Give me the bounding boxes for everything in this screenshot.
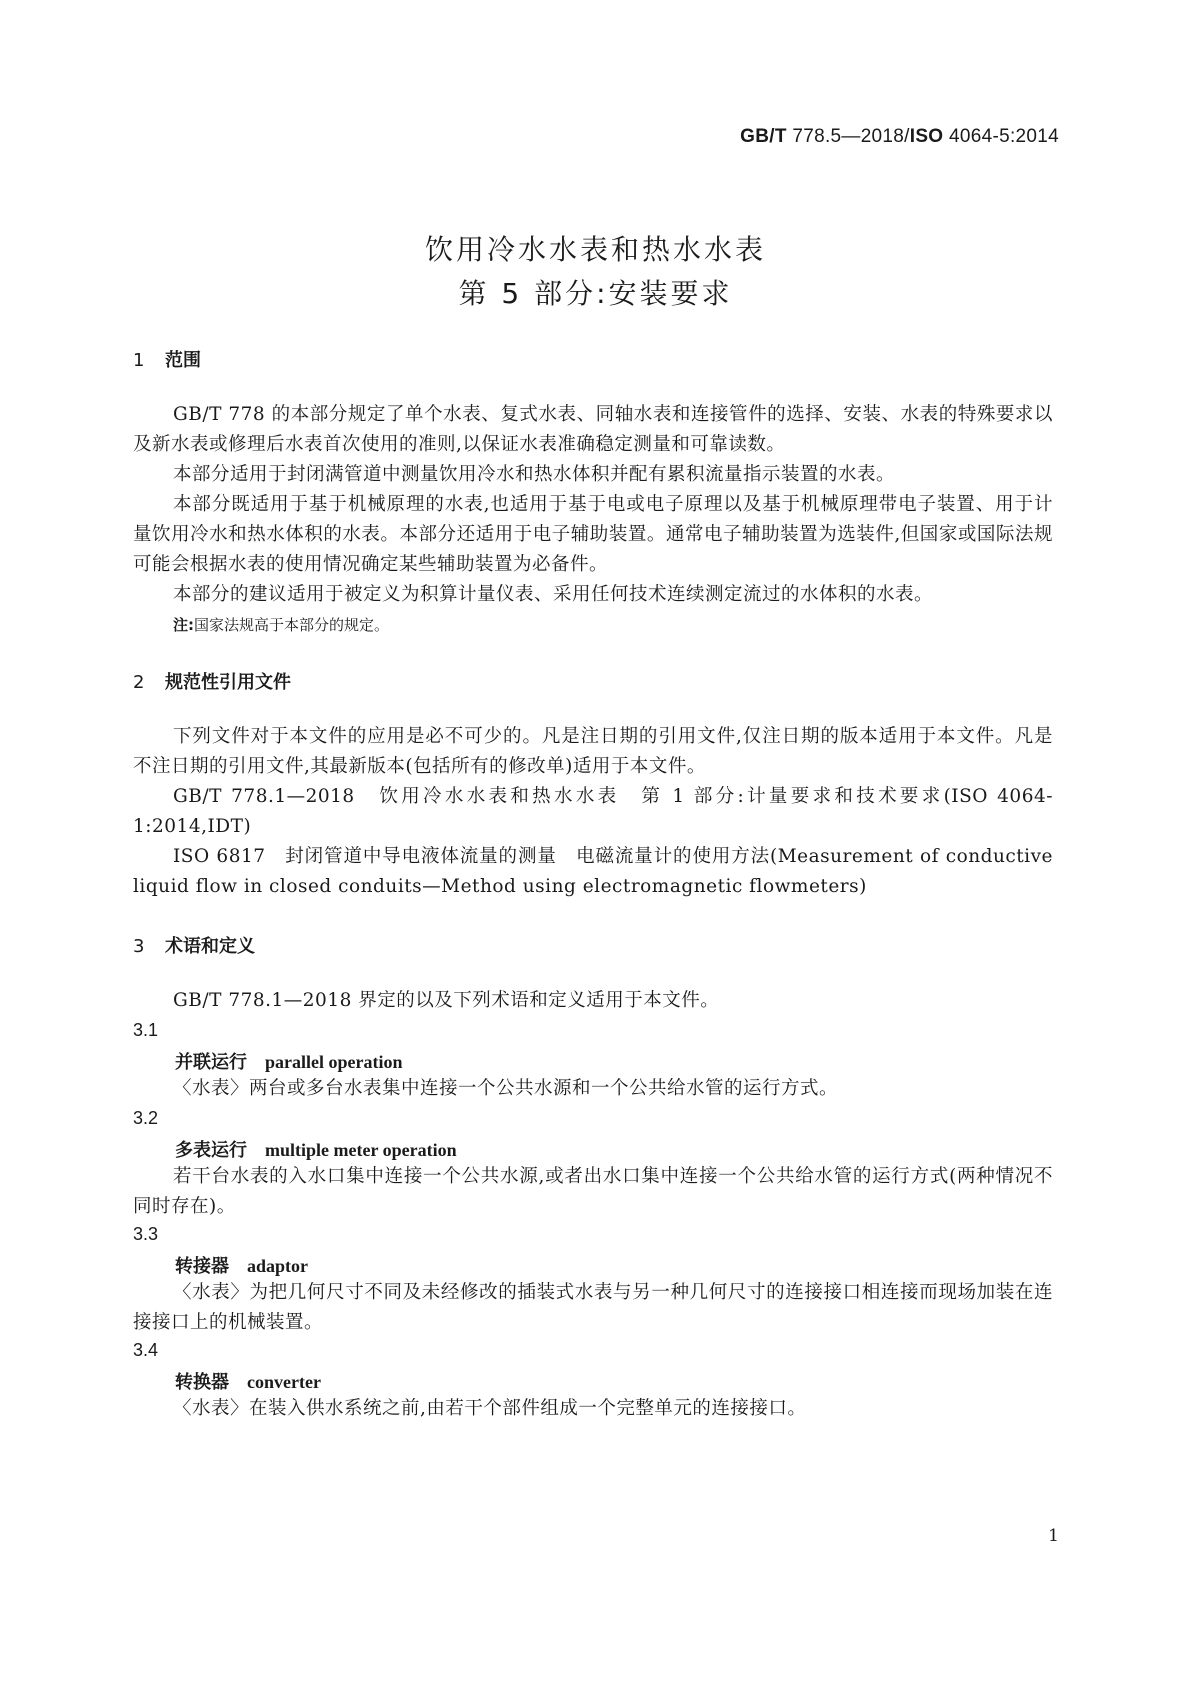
section-2-para-1: 下列文件对于本文件的应用是必不可少的。凡是注日期的引用文件,仅注日期的版本适用于本文件。凡是不注日期的引用文件,其最新版本(包括所有的修改单)适用于本文件。 [133,726,1053,777]
section-3-intro: GB/T 778.1—2018 界定的以及下列术语和定义适用于本文件。 [173,990,720,1011]
term-3-3-number: 3.3 [133,1224,159,1244]
page-number: 1 [1048,1526,1059,1546]
term-3-2: 多表运行 multiple meter operation [175,1140,457,1161]
term-3-1-definition: 〈水表〉两台或多台水表集中连接一个公共水源和一个公共给水管的运行方式。 [173,1078,839,1099]
term-3-1-number: 3.1 [133,1020,159,1040]
term-3-4-definition: 〈水表〉在装入供水系统之前,由若干个部件组成一个完整单元的连接接口。 [173,1398,807,1419]
section-1-para-2: 本部分适用于封闭满管道中测量饮用冷水和热水体积并配有累积流量指示装置的水表。 [173,464,896,485]
section-1-para-3: 本部分既适用于基于机械原理的水表,也适用于基于电或电子原理以及基于机械原理带电子装置、用于计量饮用冷水和热水体积的水表。本部分还适用于电子辅助装置。通常电子辅助装置为选装件,但国家或国际法规可能会根据水表的使用情况确定某些辅助装置为必备件。 [133,494,1053,575]
section-1-para-1: GB/T 778 的本部分规定了单个水表、复式水表、同轴水表和连接管件的选择、安装、水表的特殊要求以及新水表或修理后水表首次使用的准则,以保证水表准确稳定测量和可靠读数。 [133,404,1053,455]
term-3-2-definition: 若干台水表的入水口集中连接一个公共水源,或者出水口集中连接一个公共给水管的运行方式(两种情况不同时存在)。 [133,1166,1053,1217]
section-1-note: 注:国家法规高于本部分的规定。 [173,616,390,634]
term-3-3: 转接器 adaptor [175,1256,309,1277]
term-3-2-number: 3.2 [133,1108,159,1128]
term-3-1: 并联运行 parallel operation [175,1052,403,1073]
section-2-heading: 2 规范性引用文件 [133,672,291,693]
standard-number: GB/T 778.5—2018/ISO 4064-5:2014 [740,126,1059,147]
document-title: 饮用冷水水表和热水水表 [424,233,766,266]
section-1-heading: 1 范围 [133,350,201,371]
document-subtitle: 第 5 部分:安装要求 [458,277,733,310]
section-1-para-4: 本部分的建议适用于被定义为积算计量仪表、采用任何技术连续测定流过的水体积的水表。 [173,584,934,605]
term-3-4: 转换器 converter [175,1372,321,1393]
section-3-heading: 3 术语和定义 [133,936,255,957]
term-3-3-definition: 〈水表〉为把几何尺寸不同及未经修改的插装式水表与另一种几何尺寸的连接接口相连接而现场加装在连接接口上的机械装置。 [133,1282,1053,1333]
section-2-ref-2: ISO 6817 封闭管道中导电液体流量的测量 电磁流量计的使用方法(Measurement of conductive liquid flow in closed conduits—Method using electromagnetic flowmeters) [133,846,1053,897]
section-2-ref-1: GB/T 778.1—2018 饮用冷水水表和热水水表 第 1 部分:计量要求和技术要求(ISO 4064-1:2014,IDT) [133,786,1053,837]
term-3-4-number: 3.4 [133,1340,159,1360]
